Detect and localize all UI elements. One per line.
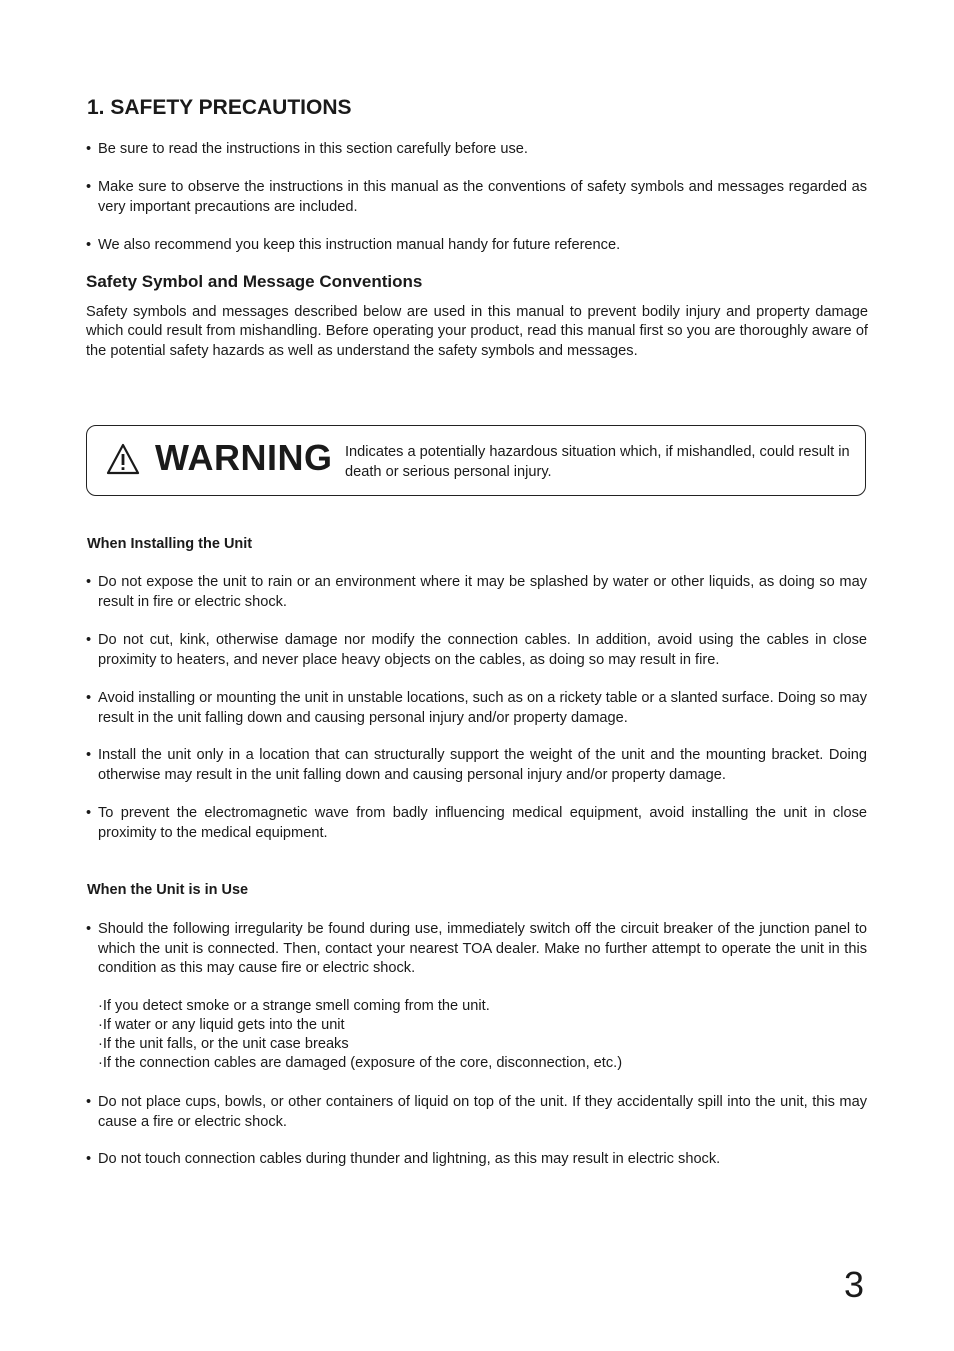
intro-bullet-text: Be sure to read the instructions in this section carefully before use.: [98, 141, 528, 157]
bullet-dot: •: [86, 1094, 92, 1110]
bullet-dot: •: [86, 921, 92, 937]
installing-bullet-text: Do not expose the unit to rain or an environment where it may be splashed by water or other liquids, as doing so may result in fire or electric shock.: [98, 574, 867, 610]
installing-bullet: [86, 573, 867, 612]
in-use-bullet: [86, 1093, 867, 1132]
installing-bullet: [86, 689, 867, 728]
intro-bullet: [86, 140, 867, 160]
in-use-bullet: [86, 1150, 867, 1170]
installing-bullet: [86, 804, 867, 843]
intro-bullet-text: Make sure to observe the instructions in this manual as the conventions of safety symbols and messages regarded as very important precautions are included.: [98, 179, 867, 215]
bullet-dot: •: [86, 632, 92, 648]
conventions-text: Safety symbols and messages described below are used in this manual to prevent bodily injury and property damage which could result from mishandling. Before operating your product, read this manual first so you are thoroughly aware of the potential safety hazards as well as understand the safety symbols and messages.: [86, 304, 868, 359]
irregularity-item: ·If the connection cables are damaged (exposure of the core, disconnection, etc.): [98, 1055, 623, 1071]
installing-bullet-text: Install the unit only in a location that can structurally support the weight of the unit and the mounting bracket. Doing otherwise may result in the unit falling down and causing personal injury and/or property damage.: [98, 747, 867, 783]
bullet-dot: •: [86, 574, 92, 590]
installing-heading: When Installing the Unit: [87, 536, 253, 552]
bullet-dot: •: [86, 690, 92, 706]
warning-label: WARNING: [155, 437, 333, 478]
installing-bullet: [86, 746, 867, 785]
installing-bullet-text: To prevent the electromagnetic wave from badly influencing medical equipment, avoid installing the unit in close proximity to the medical equipment.: [98, 805, 867, 841]
irregularity-item: ·If water or any liquid gets into the unit: [98, 1017, 345, 1033]
in-use-heading: When the Unit is in Use: [87, 882, 249, 898]
in-use-bullet: [86, 920, 867, 979]
warning-box: [86, 425, 866, 496]
conventions-heading: Safety Symbol and Message Conventions: [86, 272, 423, 291]
irregularity-item: ·If the unit falls, or the unit case breaks: [98, 1036, 349, 1052]
intro-bullet-text: We also recommend you keep this instruction manual handy for future reference.: [98, 237, 621, 253]
bullet-dot: •: [86, 747, 92, 763]
installing-bullet-text: Do not cut, kink, otherwise damage nor modify the connection cables. In addition, avoid using the cables in close proximity to heaters, and never place heavy objects on the cables, as doing so may result in fire.: [98, 632, 867, 668]
in-use-bullet-text: Should the following irregularity be found during use, immediately switch off the circuit breaker of the junction panel to which the unit is connected. Then, contact your nearest TOA dealer. Make no further attempt to operate the unit in this condition as this may cause fire or electric shock.: [98, 921, 867, 977]
page-number: 3: [844, 1264, 865, 1305]
bullet-dot: •: [86, 1151, 92, 1167]
intro-bullet: [86, 236, 867, 256]
in-use-bullet-text: Do not touch connection cables during thunder and lightning, as this may result in electric shock.: [98, 1151, 721, 1167]
installing-bullet: [86, 631, 867, 670]
irregularity-item: ·If you detect smoke or a strange smell coming from the unit.: [98, 998, 490, 1014]
installing-bullet-text: Avoid installing or mounting the unit in unstable locations, such as on a rickety table or a slanted surface. Doing so may result in the unit falling down and causing personal injury and/or property damage.: [98, 690, 867, 726]
warning-triangle-icon: [106, 443, 140, 475]
warning-description: Indicates a potentially hazardous situation which, if mishandled, could result in death or serious personal injury.: [345, 444, 850, 480]
section-title: 1. SAFETY PRECAUTIONS: [87, 96, 352, 119]
bullet-dot: •: [86, 141, 92, 157]
intro-bullet: [86, 178, 867, 217]
bullet-dot: •: [86, 179, 92, 195]
bullet-dot: •: [86, 237, 92, 253]
bullet-dot: •: [86, 805, 92, 821]
in-use-bullet-text: Do not place cups, bowls, or other containers of liquid on top of the unit. If they accidentally spill into the unit, this may cause a fire or electric shock.: [98, 1094, 867, 1130]
